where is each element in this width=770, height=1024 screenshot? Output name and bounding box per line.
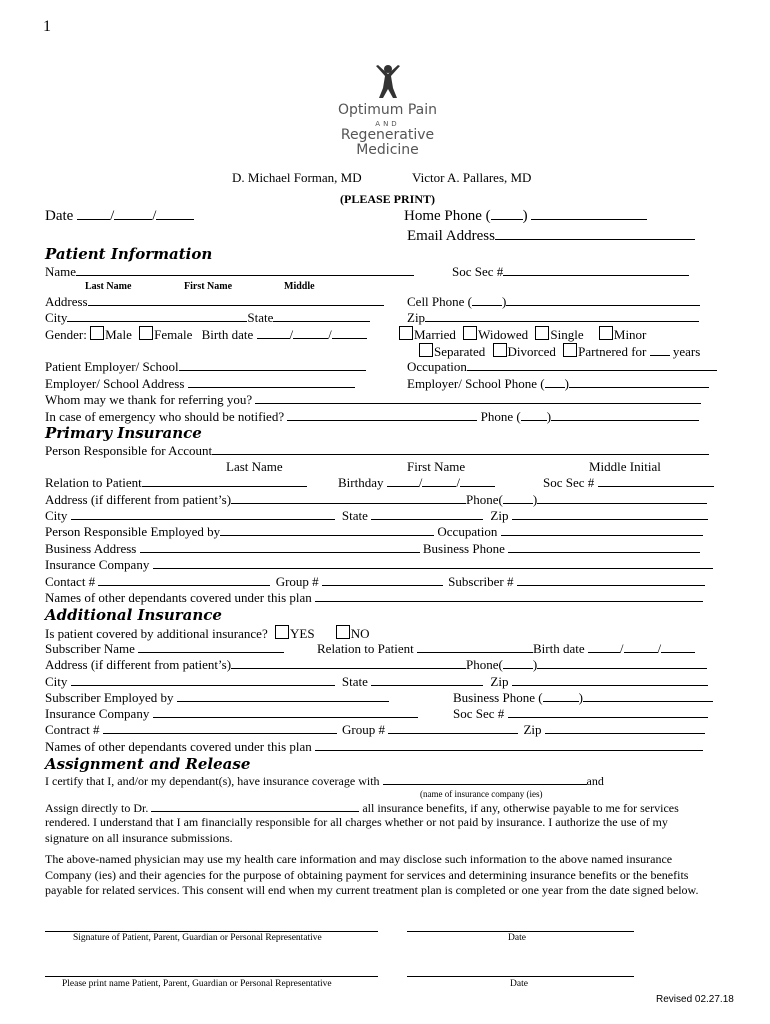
primary-first-name-caption: First Name (407, 459, 466, 474)
primary-middle-initial-caption: Middle Initial (589, 459, 661, 474)
additional-insurance-heading: Additional Insurance (45, 606, 222, 624)
revised-date: Revised 02.27.18 (656, 994, 734, 1005)
signature-line[interactable] (45, 931, 378, 932)
emergency-label: In case of emergency who should be notified? (45, 409, 285, 424)
partnered-checkbox[interactable] (563, 343, 577, 357)
signature-date-caption: Date (508, 933, 526, 943)
primary-contact-row[interactable] (45, 574, 705, 590)
partnered-label: Partnered for (578, 344, 647, 359)
additional-relation-label: Relation to Patient (317, 641, 414, 656)
primary-employed-row[interactable] (45, 524, 703, 540)
additional-subscriber-name-label: Subscriber Name (45, 641, 135, 656)
email-label: Email Address (407, 228, 495, 244)
address-label: Address (45, 294, 88, 309)
patient-info-heading: Patient Information (45, 245, 213, 263)
certify-text: I certify that I, and/or my dependant(s), have insurance coverage with (45, 774, 380, 788)
separated-checkbox[interactable] (419, 343, 433, 357)
additional-address-row[interactable]: Address (if different from patient’s) Phone( ) (45, 657, 707, 673)
print-date-line[interactable] (407, 976, 634, 977)
additional-insurance-company-label: Insurance Company (45, 706, 150, 721)
gender-label: Gender: (45, 327, 87, 342)
additional-address-label: Address (if different from patient’s) (45, 657, 232, 672)
separated-label: Separated (434, 344, 486, 359)
middle-caption: Middle (284, 281, 315, 292)
home-phone-label: Home Phone ( (404, 208, 491, 224)
years-label: years (672, 344, 701, 359)
primary-city-row[interactable] (45, 508, 708, 524)
minor-label: Minor (613, 327, 647, 342)
doctor-2: Victor A. Pallares, MD (412, 170, 532, 185)
primary-relation-label: Relation to Patient (45, 475, 142, 490)
page-number: 1 (43, 18, 51, 35)
gender-row[interactable]: Gender: Male Female Birth date / / (45, 326, 367, 343)
primary-address-label: Address (if different from patient’s) (45, 492, 232, 507)
logo-line4: Medicine (356, 142, 419, 158)
primary-relation-row[interactable] (45, 475, 307, 491)
no-checkbox[interactable] (336, 625, 350, 639)
yes-label: YES (289, 626, 315, 641)
emergency-phone-label: Phone ( (480, 409, 521, 424)
employer-address-row[interactable] (45, 376, 355, 392)
primary-soc-sec-row[interactable] (543, 475, 714, 491)
additional-group-label: Group # (342, 722, 385, 737)
primary-birthday-row[interactable]: Birthday / / (338, 475, 495, 491)
logo-line3: Regenerative (340, 127, 435, 143)
primary-last-name-caption: Last Name (226, 459, 283, 474)
first-name-caption: First Name (184, 281, 233, 292)
primary-zip-label: Zip (490, 508, 509, 523)
employer-phone-row[interactable]: Employer/ School Phone ( ) (407, 376, 709, 392)
primary-dependants-label: Names of other dependants covered under this plan (45, 590, 312, 605)
primary-occupation-label: Occupation (437, 524, 498, 539)
additional-zip-label: Zip (490, 674, 509, 689)
additional-phone-label: Phone( (466, 657, 503, 672)
married-checkbox[interactable] (399, 326, 413, 340)
birth-date-label: Birth date (201, 327, 254, 342)
no-label: NO (350, 626, 370, 641)
signature-caption: Signature of Patient, Parent, Guardian or Personal Representative (73, 933, 322, 943)
primary-insurance-company-row[interactable] (45, 557, 713, 573)
marital-row-2[interactable] (419, 343, 700, 360)
date-label: Date (45, 208, 74, 224)
additional-dependants-label: Names of other dependants covered under this plan (45, 739, 312, 754)
female-label: Female (154, 327, 193, 342)
soc-sec-label: Soc Sec # (452, 264, 504, 279)
consent-paragraph: The above-named physician may use my health care information and may disclose such information to the above named insurance Company (ies) and their agencies for the purpose of obtaining payment for services and determining insurance benefits or the benefits payable for related services. This consent will end when my current treatment plan is completed or one year from the date signed below. (45, 852, 699, 897)
widowed-label: Widowed (478, 327, 529, 342)
cell-phone-row[interactable]: Cell Phone ( ) (407, 294, 700, 310)
print-name-caption: Please print name Patient, Parent, Guardian or Personal Representative (62, 979, 332, 989)
zip-label: Zip (407, 310, 426, 325)
additional-city-row[interactable] (45, 674, 708, 690)
name-label: Name (45, 264, 77, 279)
primary-dependants-row[interactable] (45, 590, 703, 606)
additional-covered-label: Is patient covered by additional insurance? (45, 626, 268, 641)
additional-insurance-company-row[interactable] (45, 706, 418, 722)
additional-birth-date-label: Birth date (533, 641, 585, 656)
logo-line2: AND (375, 120, 400, 128)
doctor-1: D. Michael Forman, MD (232, 170, 362, 185)
referral-label: Whom may we thank for referring you? (45, 392, 253, 407)
additional-employed-row[interactable] (45, 690, 389, 706)
primary-group-label: Group # (275, 574, 319, 589)
assign-rest: all insurance benefits, if any, otherwise payable to me for services (362, 801, 679, 815)
additional-soc-sec-row[interactable] (453, 706, 708, 722)
primary-employed-label: Person Responsible Employed by (45, 524, 221, 539)
employer-address-label: Employer/ School Address (45, 376, 185, 391)
city-state-row[interactable] (45, 310, 370, 326)
additional-relation-row[interactable]: Relation to Patient Birth date / / (317, 641, 695, 657)
married-label: Married (414, 327, 456, 342)
marital-row-1[interactable] (399, 326, 646, 343)
please-print: (PLEASE PRINT) (340, 192, 436, 206)
primary-business-phone-label: Business Phone (422, 541, 505, 556)
date-row[interactable]: Date / / (45, 208, 194, 225)
responsible-row[interactable] (45, 443, 709, 459)
minor-checkbox[interactable] (599, 326, 613, 340)
signature-date-line[interactable] (407, 931, 634, 932)
primary-insurance-company-label: Insurance Company (45, 557, 150, 572)
primary-business-row[interactable] (45, 541, 700, 557)
assign-row[interactable] (45, 800, 679, 816)
state-label: State (247, 310, 274, 325)
additional-covered-row[interactable] (45, 625, 370, 642)
occupation-label: Occupation (407, 359, 467, 374)
employer-label: Patient Employer/ School (45, 359, 179, 374)
male-label: Male (105, 327, 132, 342)
single-checkbox[interactable] (535, 326, 549, 340)
address-row[interactable] (45, 294, 384, 310)
occupation-row[interactable] (407, 359, 717, 375)
primary-state-label: State (341, 508, 368, 523)
primary-birthday-label: Birthday (338, 475, 384, 490)
primary-phone-label: Phone( (466, 492, 503, 507)
certify-and: and (586, 774, 604, 788)
female-checkbox[interactable] (139, 326, 153, 340)
employer-phone-label: Employer/ School Phone ( (407, 376, 545, 391)
additional-employed-label: Subscriber Employed by (45, 690, 174, 705)
assignment-heading: Assignment and Release (45, 755, 251, 773)
cell-phone-label: Cell Phone ( (407, 294, 472, 309)
referral-row[interactable] (45, 392, 701, 408)
assign-text: Assign directly to Dr. (45, 801, 149, 815)
primary-city-label: City (45, 508, 68, 523)
city-label: City (45, 310, 68, 325)
divorced-checkbox[interactable] (493, 343, 507, 357)
widowed-checkbox[interactable] (463, 326, 477, 340)
additional-business-phone-label: Business Phone ( (453, 690, 543, 705)
print-name-line[interactable] (45, 976, 378, 977)
primary-subscriber-label: Subscriber # (448, 574, 514, 589)
divorced-label: Divorced (507, 344, 556, 359)
company-caption: (name of insurance company (ies) (420, 789, 543, 799)
primary-business-address-label: Business Address (45, 541, 137, 556)
additional-soc-sec-label: Soc Sec # (453, 706, 505, 721)
home-phone-row[interactable]: Home Phone ( ) (404, 208, 647, 225)
additional-dependants-row[interactable] (45, 739, 703, 755)
additional-state-label: State (341, 674, 368, 689)
additional-city-label: City (45, 674, 68, 689)
print-date-caption: Date (510, 979, 528, 989)
zip-row[interactable] (407, 310, 699, 326)
last-name-caption: Last Name (85, 281, 132, 292)
assign-paragraph-cont: rendered. I understand that I am financially responsible for all charges whether or not paid by insurance. I authorize the use of my signature on all insurance submissions. (45, 815, 668, 845)
certify-row[interactable] (45, 773, 604, 789)
additional-subscriber-row[interactable] (45, 641, 284, 657)
yes-checkbox[interactable] (275, 625, 289, 639)
primary-insurance-heading: Primary Insurance (45, 424, 202, 442)
name-row[interactable] (45, 264, 414, 280)
soc-sec-row[interactable] (452, 264, 689, 280)
responsible-label: Person Responsible for Account (45, 443, 213, 458)
emergency-row[interactable]: In case of emergency who should be notified? Phone ( ) (45, 409, 699, 425)
primary-contact-label: Contact # (45, 574, 96, 589)
additional-contract-label: Contract # (45, 722, 100, 737)
clinic-logo (330, 58, 445, 158)
single-label: Single (550, 327, 584, 342)
employer-row[interactable] (45, 359, 366, 375)
additional-contract-row[interactable] (45, 722, 705, 738)
primary-address-row[interactable]: Address (if different from patient’s) Phone( ) (45, 492, 707, 508)
email-row[interactable] (407, 228, 695, 245)
male-checkbox[interactable] (90, 326, 104, 340)
person-figure-icon (368, 60, 408, 100)
logo-line1: Optimum Pain (337, 102, 438, 118)
additional-zip2-label: Zip (523, 722, 542, 737)
additional-business-phone-row[interactable]: Business Phone ( ) (453, 690, 713, 706)
primary-soc-sec-label: Soc Sec # (543, 475, 595, 490)
